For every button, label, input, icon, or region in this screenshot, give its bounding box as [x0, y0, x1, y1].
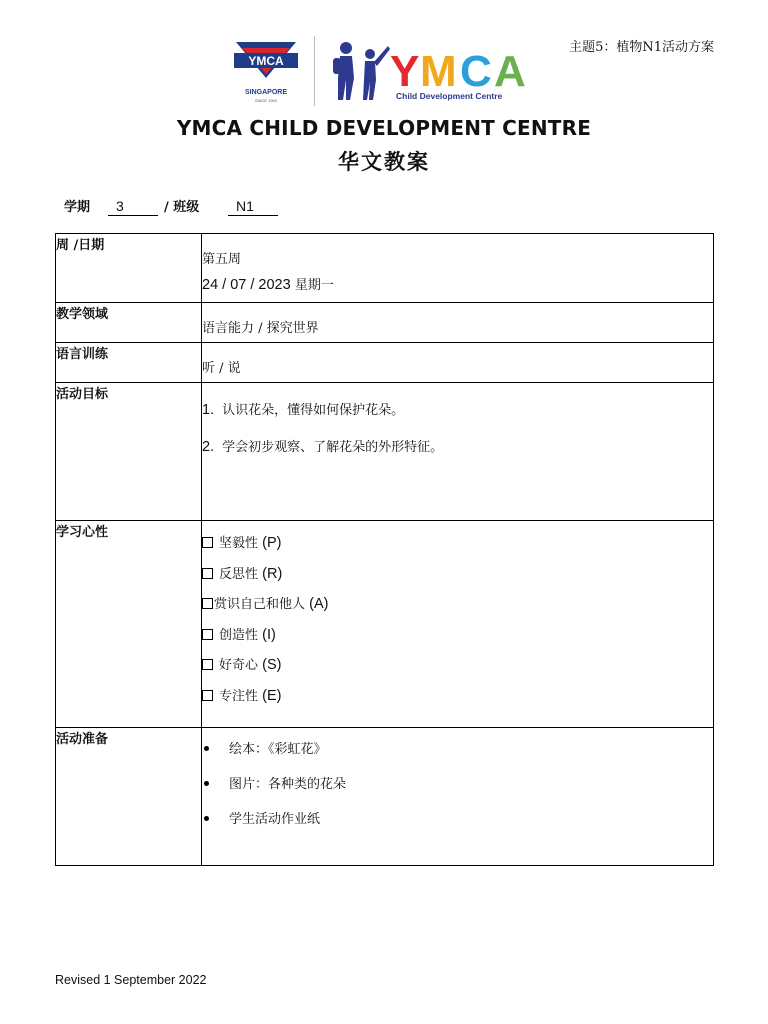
ymca-logo-text: YMCA: [248, 54, 284, 68]
goal-item: [202, 436, 713, 455]
week-date-cell: [202, 234, 714, 303]
disposition-code: (E): [262, 687, 282, 704]
logo-letter-y: Y: [390, 47, 420, 96]
date-value: 24 / 07 / 2023: [202, 277, 291, 293]
domain-label: 教学领域: [56, 303, 202, 343]
page-subtitle: 华文教案: [338, 149, 430, 174]
lesson-plan-table: [55, 233, 714, 866]
checkbox[interactable]: [202, 659, 213, 670]
goals-label: 活动目标: [56, 383, 202, 521]
preparation-text: 学生活动作业纸: [229, 812, 321, 827]
logo-letter-c: C: [460, 47, 492, 96]
theme-label: 主题5：植物N1活动方案: [569, 40, 714, 55]
checkbox[interactable]: [202, 537, 213, 548]
checkbox[interactable]: [202, 598, 213, 609]
bullet-icon: [204, 816, 209, 821]
goal-number: 1.: [202, 402, 215, 418]
goal-number: 2.: [202, 439, 215, 455]
checkbox[interactable]: [202, 629, 213, 640]
table-row-week: [56, 234, 714, 303]
logo-letter-a: A: [494, 47, 526, 96]
revision-footer: Revised 1 September 2022: [55, 973, 207, 987]
preparation-text: 图片：各种类的花朵: [229, 777, 347, 792]
disposition-name: 创造性: [219, 627, 259, 643]
date-line: [202, 274, 713, 293]
goals-cell: [202, 383, 714, 521]
term-label: 学期: [64, 200, 91, 215]
checkbox[interactable]: [202, 568, 213, 579]
logo-divider: [314, 36, 315, 106]
table-row-domain: [56, 303, 714, 343]
language-training-label: 语言训练: [56, 343, 202, 383]
list-item: [202, 810, 713, 845]
list-item: [202, 740, 713, 775]
since-logo-text: SINCE 1902: [254, 98, 278, 103]
table-row-language: [56, 343, 714, 383]
disposition-item: [202, 533, 713, 564]
disposition-code: (I): [262, 626, 276, 643]
disposition-item: [202, 625, 713, 656]
page-title: YMCA CHILD DEVELOPMENT CENTRE: [176, 116, 592, 140]
disposition-name: 专注性: [219, 688, 259, 704]
disposition-item: [202, 686, 713, 717]
ymca-cdc-logo: [388, 44, 538, 102]
disposition-label: 学习心性: [56, 521, 202, 728]
domain-value: 语言能力 / 探究世界: [202, 303, 714, 343]
disposition-name: 反思性: [219, 566, 259, 582]
disposition-code: (A): [309, 596, 329, 612]
disposition-item: [202, 655, 713, 686]
checkbox[interactable]: [202, 690, 213, 701]
bullet-icon: [204, 781, 209, 786]
goal-item: [202, 399, 713, 436]
preparation-label: 活动准备: [56, 728, 202, 866]
table-row-disposition: [56, 521, 714, 728]
preparation-cell: [202, 728, 714, 866]
term-value: 3: [108, 196, 158, 216]
week-text: 第五周: [202, 252, 242, 267]
disposition-item: [202, 594, 713, 625]
disposition-code: (P): [262, 535, 282, 551]
disposition-code: (S): [262, 657, 282, 673]
goal-text: 学会初步观察、了解花朵的外形特征。: [222, 440, 444, 455]
table-row-preparation: [56, 728, 714, 866]
goal-text: 认识花朵，懂得如何保护花朵。: [222, 403, 405, 418]
disposition-code: (R): [262, 565, 283, 582]
singapore-logo-text: SINGAPORE: [244, 89, 288, 96]
list-item: [202, 775, 713, 810]
week-date-label: 周 /日期: [56, 234, 202, 303]
disposition-name: 好奇心: [219, 658, 259, 673]
logo-subtext: Child Development Centre: [396, 91, 503, 101]
disposition-name: 坚毅性: [219, 536, 259, 551]
ymca-singapore-logo: [234, 40, 298, 104]
disposition-item: [202, 564, 713, 595]
bullet-icon: [204, 746, 209, 751]
class-label: / 班级: [164, 200, 200, 215]
disposition-cell: [202, 521, 714, 728]
children-silhouette-logo: [332, 40, 392, 102]
class-value: N1: [228, 196, 278, 216]
table-row-goals: [56, 383, 714, 521]
logo-letter-m: M: [420, 47, 457, 96]
disposition-name: 赏识自己和他人: [214, 597, 306, 612]
preparation-text: 绘本：《彩虹花》: [229, 742, 327, 757]
weekday-value: 星期一: [294, 278, 334, 293]
language-training-value: 听 / 说: [202, 343, 714, 383]
